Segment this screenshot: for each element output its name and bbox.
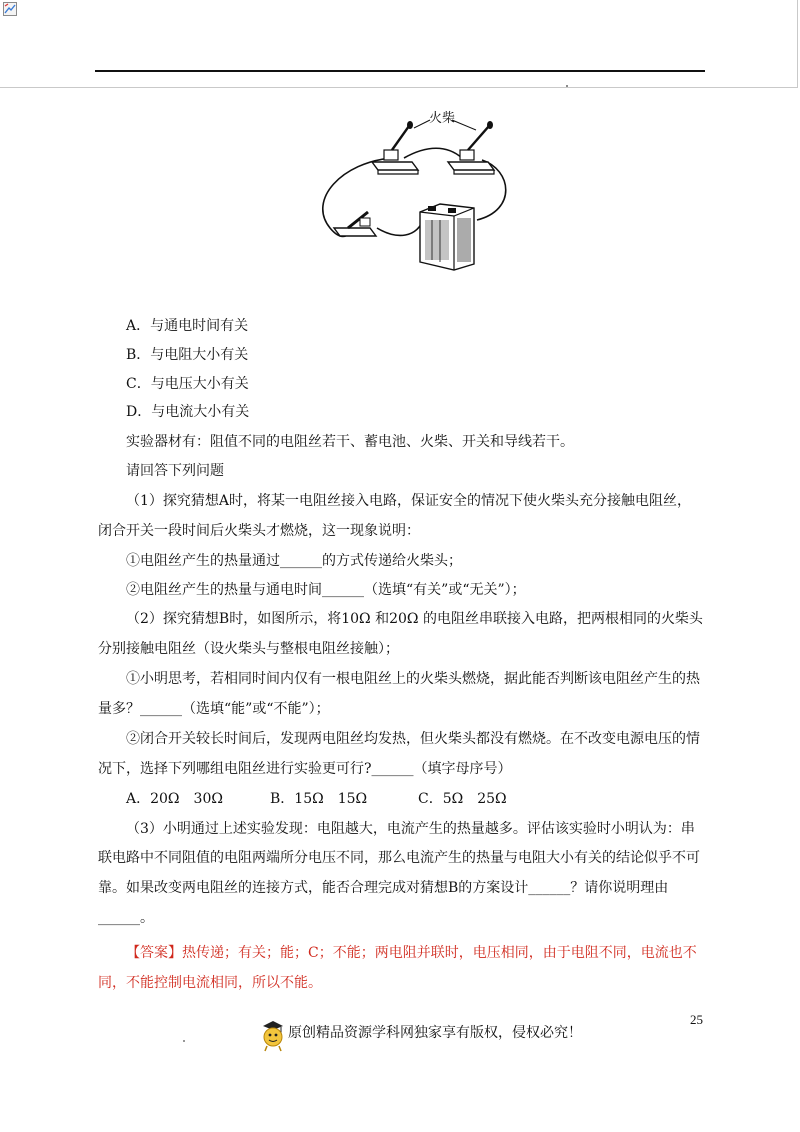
left-resistor-block [372, 121, 418, 174]
page-header-frame [0, 0, 798, 88]
answer-line: 【答案】热传递；有关；能；C；不能；两电阻并联时，电压相同，由于电阻不同，电流也不 [126, 945, 697, 961]
choice-a: A．20Ω 30Ω [126, 791, 223, 807]
option-b: B．与电阻大小有关 [126, 347, 249, 363]
switch [334, 212, 376, 236]
body-line: ②闭合开关较长时间后，发现两电阻丝均发热，但火柴头都没有燃烧。在不改变电源电压的情 [126, 731, 700, 747]
header-rule [95, 70, 705, 72]
body-line: 量多？______（选填“能”或“不能”）； [98, 701, 330, 717]
broken-image-icon [3, 2, 17, 16]
body-line: ①电阻丝产生的热量通过______的方式传递给火柴头； [126, 553, 462, 569]
battery [420, 204, 474, 270]
answer-line: 同，不能控制电流相同，所以不能。 [98, 975, 322, 991]
body-line: 分别接触电阻丝（设火柴头与整根电阻丝接触）； [98, 641, 399, 657]
body-line: ②电阻丝产生的热量与通电时间______（选填“有关”或“无关”）； [126, 582, 526, 598]
circuit-figure [312, 100, 517, 280]
body-line: （1）探究猜想A时，将某一电阻丝接入电路，保证安全的情况下使火柴头充分接触电阻丝， [126, 493, 692, 509]
body-line: ①小明思考，若相同时间内仅有一根电阻丝上的火柴头燃烧，据此能否判断该电阻丝产生的热 [126, 671, 700, 687]
match-label: 火柴 [429, 111, 456, 126]
body-line: 靠。如果改变两电阻丝的连接方式，能否合理完成对猜想B的方案设计______？请你说明理由 [98, 880, 669, 896]
choice-b: B．15Ω 15Ω [270, 791, 368, 807]
body-line: 况下，选择下列哪组电阻丝进行实验更可行?______（填字母序号） [98, 761, 512, 777]
body-line: ______。 [98, 910, 154, 926]
option-c: C．与电压大小有关 [126, 376, 249, 392]
choice-c: C．5Ω 25Ω [418, 791, 507, 807]
footer-dot [183, 1040, 185, 1042]
body-line: （2）探究猜想B时，如图所示，将10Ω 和20Ω 的电阻丝串联接入电路，把两根相同的火柴头 [126, 611, 703, 627]
mascot-icon [259, 1018, 287, 1052]
footer-copyright: 原创精品资源学科网独家享有版权，侵权必究！ [288, 1025, 582, 1041]
body-line: 实验器材有：阻值不同的电阻丝若干、蓄电池、火柴、开关和导线若干。 [126, 434, 574, 450]
page-number: 25 [690, 1012, 703, 1027]
body-line: （3）小明通过上述实验发现：电阻越大，电流产生的热量越多。评估该实验时小明认为：串 [126, 821, 695, 837]
body-line: 联电路中不同阻值的电阻两端所分电压不同，那么电流产生的热量与电阻大小有关的结论似乎不可 [98, 850, 700, 866]
option-d: D．与电流大小有关 [126, 404, 250, 420]
body-line: 请回答下列问题 [126, 463, 224, 479]
body-line: 闭合开关一段时间后火柴头才燃烧，这一现象说明： [98, 523, 420, 539]
right-resistor-block [448, 121, 494, 174]
header-dot [566, 85, 568, 87]
option-a: A．与通电时间有关 [126, 318, 249, 334]
